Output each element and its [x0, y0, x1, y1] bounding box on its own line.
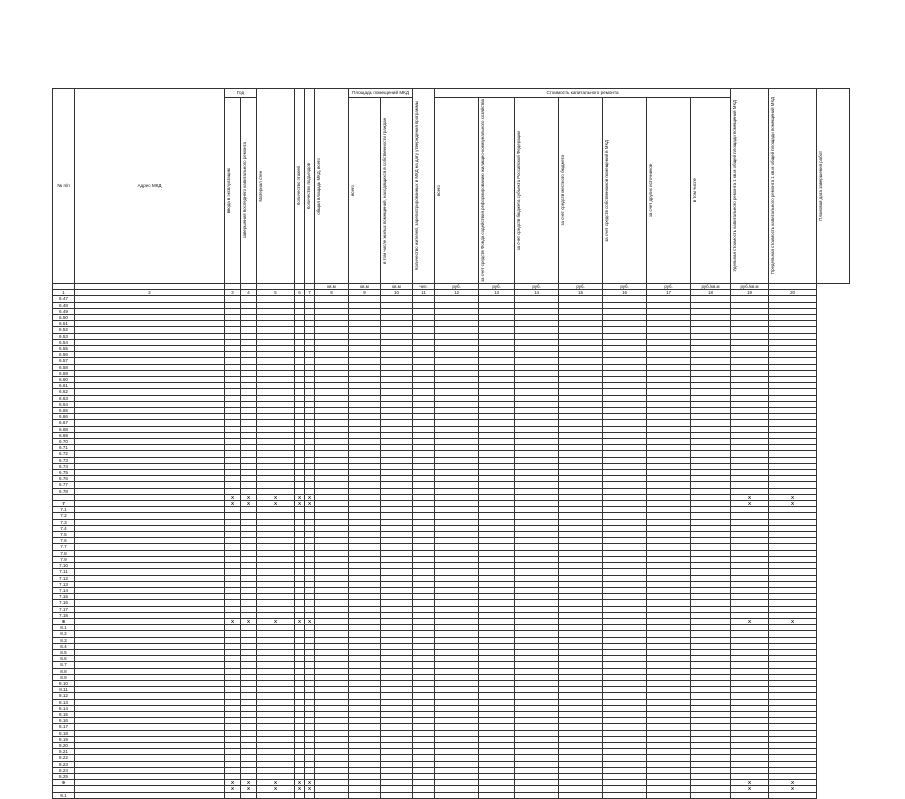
row-number-cell: 8.24 [53, 767, 75, 773]
column-number-cell: 16 [603, 290, 647, 296]
header-year: Год [225, 89, 257, 98]
value-cell [381, 792, 413, 798]
value-cell: X [295, 780, 305, 786]
row-number-cell: 8.21 [53, 749, 75, 755]
row-number-cell: 6.47 [53, 296, 75, 302]
capital-repair-table [52, 88, 850, 799]
row-number-cell: 7.14 [53, 587, 75, 593]
value-cell: X [241, 780, 257, 786]
row-number-cell: 7.7 [53, 544, 75, 550]
value-cell: X [769, 618, 817, 624]
row-number-cell: 6.60 [53, 377, 75, 383]
unit-cell: руб./кв.м [691, 283, 731, 289]
value-cell: X [305, 494, 315, 500]
value-cell: X [257, 494, 295, 500]
value-cell [731, 792, 769, 798]
value-cell [257, 792, 295, 798]
value-cell: X [225, 494, 241, 500]
value-cell [435, 792, 479, 798]
value-cell [225, 792, 241, 798]
column-number-cell: 12 [435, 290, 479, 296]
row-number-cell: 7.16 [53, 600, 75, 606]
value-cell: X [731, 501, 769, 507]
value-cell: X [225, 618, 241, 624]
header-year-commission: ввода в эксплуатацию [226, 167, 231, 214]
value-cell [515, 792, 559, 798]
value-cell [769, 792, 817, 798]
row-number-cell: 8.6 [53, 656, 75, 662]
value-cell: X [769, 494, 817, 500]
row-number-cell: 6.61 [53, 383, 75, 389]
value-cell [691, 792, 731, 798]
row-number-cell: 6.75 [53, 470, 75, 476]
header-area-total: общая площадь МКД, всего [316, 157, 322, 215]
row-number-cell: 7.3 [53, 519, 75, 525]
column-number-cell: 3 [225, 290, 241, 296]
header-cost-fund: за счет средств Фонда содействия реформированию жилищно-коммунального хозяйства [480, 99, 486, 282]
row-number-cell: 7.15 [53, 594, 75, 600]
unit-cell: кв.м [349, 283, 381, 289]
unit-cell: руб. [559, 283, 603, 289]
value-cell [295, 792, 305, 798]
row-number-cell: 6.50 [53, 314, 75, 320]
column-number-cell: 2 [75, 290, 225, 296]
column-number-cell: 13 [479, 290, 515, 296]
address-cell [75, 792, 225, 798]
row-number-cell: 9 [53, 780, 75, 786]
row-number-cell: 6.55 [53, 345, 75, 351]
row-number-cell: 7.1 [53, 507, 75, 513]
value-cell [603, 792, 647, 798]
row-number-cell: 7.5 [53, 532, 75, 538]
header-no: № п/п [53, 89, 75, 284]
value-cell: X [769, 501, 817, 507]
value-cell: X [769, 786, 817, 792]
column-number-cell: 1 [53, 290, 75, 296]
row-number-cell: 8.13 [53, 699, 75, 705]
unit-cell: руб. [647, 283, 691, 289]
row-number-cell: 6.76 [53, 476, 75, 482]
row-number-cell: 8.4 [53, 643, 75, 649]
row-number-cell: 8.1 [53, 625, 75, 631]
value-cell: X [295, 786, 305, 792]
row-number-cell: 8.19 [53, 736, 75, 742]
column-number-cell: 18 [691, 290, 731, 296]
row-number-cell: 6.72 [53, 451, 75, 457]
row-number-cell: 6.73 [53, 457, 75, 463]
row-number-cell: 6.65 [53, 408, 75, 414]
header-cost-other: за счет других источников [648, 163, 654, 218]
unit-cell: руб. [479, 283, 515, 289]
value-cell: X [295, 494, 305, 500]
value-cell [305, 792, 315, 798]
row-number-cell: 8.10 [53, 680, 75, 686]
row-number-cell: 6.78 [53, 488, 75, 494]
value-cell: X [731, 618, 769, 624]
value-cell [647, 792, 691, 798]
header-unit-cost: Удельная стоимость капитального ремонта 1 кв.м общей площади помещений МКД [732, 100, 738, 272]
unit-cell: руб. [515, 283, 559, 289]
row-number-cell: 6.62 [53, 389, 75, 395]
row-number-cell: 8.11 [53, 687, 75, 693]
header-area-citizen: в том числе жилых помещений, находящихся в собственности граждан [382, 117, 388, 264]
row-number-cell: 9.1 [53, 792, 75, 798]
value-cell: X [769, 780, 817, 786]
row-number-cell: 6.71 [53, 445, 75, 451]
row-number-cell: 8.7 [53, 662, 75, 668]
row-number-cell: 7.2 [53, 513, 75, 519]
row-number-cell: 8.23 [53, 761, 75, 767]
row-number-cell: 7.11 [53, 569, 75, 575]
unit-cell: руб. [435, 283, 479, 289]
row-number-cell: 7.4 [53, 525, 75, 531]
value-cell: X [305, 780, 315, 786]
row-number-cell: 6.49 [53, 308, 75, 314]
value-cell: X [295, 501, 305, 507]
row-number-cell: 6.57 [53, 358, 75, 364]
table-body [53, 296, 850, 798]
unit-cell: руб. [603, 283, 647, 289]
row-number-cell: 6.77 [53, 482, 75, 488]
row-number-cell: 8.12 [53, 693, 75, 699]
header-floors: Количество этажей [296, 166, 302, 206]
column-number-cell: 14 [515, 290, 559, 296]
header-cost-owners: за счет средств собственников помещений в МКД [604, 139, 610, 242]
row-number-cell: 6.53 [53, 333, 75, 339]
row-number-cell: 8.8 [53, 668, 75, 674]
header-limit-cost: Предельная стоимость капитального ремонта 1 кв.м общей площади помещений МКД [770, 97, 776, 275]
header-area-all: всего [350, 185, 356, 196]
unit-cell: руб./кв.м [731, 283, 769, 289]
row-number-cell: 6.52 [53, 327, 75, 333]
row-number-cell: 8.3 [53, 637, 75, 643]
row-number-cell: 6.58 [53, 364, 75, 370]
column-number-cell: 4 [241, 290, 257, 296]
row-number-cell: 6.56 [53, 352, 75, 358]
row-number-cell: 7.12 [53, 575, 75, 581]
column-number-cell: 11 [413, 290, 435, 296]
row-number-cell: 8.9 [53, 674, 75, 680]
row-number-cell: 6.59 [53, 370, 75, 376]
row-number-cell: 7.8 [53, 550, 75, 556]
column-number-cell: 19 [731, 290, 769, 296]
row-number-cell: 6.48 [53, 302, 75, 308]
value-cell: X [257, 786, 295, 792]
row-number-cell: 6.64 [53, 401, 75, 407]
value-cell: X [241, 501, 257, 507]
header-row-1 [53, 89, 850, 98]
value-cell: X [257, 780, 295, 786]
row-number-cell: 6.51 [53, 321, 75, 327]
unit-cell: чел. [413, 283, 435, 289]
value-cell: X [257, 501, 295, 507]
header-material: Материал стен [258, 170, 264, 202]
value-cell: X [241, 786, 257, 792]
row-number-cell: 6.54 [53, 339, 75, 345]
row-number-cell: 8.14 [53, 705, 75, 711]
row-number-cell: 8.2 [53, 631, 75, 637]
value-cell [349, 792, 381, 798]
row-number-cell: 7.13 [53, 581, 75, 587]
value-cell [315, 792, 349, 798]
value-cell: X [731, 494, 769, 500]
row-number-cell: 8.22 [53, 755, 75, 761]
header-residents: Количество жителей, зарегистрированных в МКД на дату утверждения программы [414, 101, 420, 271]
row-number-cell: 8.25 [53, 774, 75, 780]
column-number-cell: 8 [315, 290, 349, 296]
header-cost-total: всего [436, 185, 442, 196]
value-cell: X [225, 786, 241, 792]
row-number-cell: 6.74 [53, 463, 75, 469]
capital-repair-table-sheet [52, 88, 850, 799]
header-cost-budget-subject: за счет средств бюджета субъекта Российской Федерации [516, 130, 522, 251]
value-cell: X [295, 618, 305, 624]
value-cell: X [305, 618, 315, 624]
column-number-cell: 9 [349, 290, 381, 296]
row-number-cell: 8.16 [53, 718, 75, 724]
row-number-cell: 7.9 [53, 556, 75, 562]
row-number-cell: 6.69 [53, 432, 75, 438]
value-cell [479, 792, 515, 798]
value-cell [241, 792, 257, 798]
row-number-cell: 7.18 [53, 612, 75, 618]
header-plan-date: Плановая дата завершения работ [818, 151, 824, 221]
header-cost-group: Стоимость капитального ремонта [435, 89, 731, 98]
value-cell: X [257, 618, 295, 624]
row-number-cell: 8.5 [53, 649, 75, 655]
row-number-cell: 8.20 [53, 742, 75, 748]
row-number-cell: 8 [53, 618, 75, 624]
row-number-cell: 6.66 [53, 414, 75, 420]
value-cell: X [731, 786, 769, 792]
header-entrances: Количество подъездов [306, 162, 312, 210]
value-cell: X [225, 501, 241, 507]
value-cell: X [241, 494, 257, 500]
row-number-cell: 7.10 [53, 563, 75, 569]
row-number-cell: 8.18 [53, 730, 75, 736]
value-cell: X [225, 780, 241, 786]
header-year-last-repair: завершения последнего капитального ремонта [242, 142, 247, 239]
column-number-cell: 7 [305, 290, 315, 296]
unit-cell: кв.м [381, 283, 413, 289]
row-number-cell: 6.67 [53, 420, 75, 426]
header-address: Адрес МКД [75, 89, 225, 284]
row-number-cell: 7 [53, 501, 75, 507]
column-number-cell: 10 [381, 290, 413, 296]
table-row [53, 792, 850, 798]
column-number-cell: 20 [769, 290, 817, 296]
row-number-cell: 6.70 [53, 439, 75, 445]
column-number-cell: 17 [647, 290, 691, 296]
value-cell: X [731, 780, 769, 786]
column-number-cell: 5 [257, 290, 295, 296]
value-cell: X [241, 618, 257, 624]
column-number-cell: 6 [295, 290, 305, 296]
row-number-cell: 7.6 [53, 538, 75, 544]
value-cell [559, 792, 603, 798]
row-number-cell: 6.63 [53, 395, 75, 401]
row-number-cell: 7.17 [53, 606, 75, 612]
value-cell: X [305, 501, 315, 507]
header-area-group: Площадь помещений МКД [349, 89, 413, 98]
row-number-cell: 6.68 [53, 426, 75, 432]
value-cell [413, 792, 435, 798]
column-number-cell: 15 [559, 290, 603, 296]
header-cost-budget-local: за счет средств местного бюджета [560, 155, 566, 226]
row-number-cell: 8.15 [53, 711, 75, 717]
value-cell: X [305, 786, 315, 792]
row-number-cell: 8.17 [53, 724, 75, 730]
unit-cell: кв.м [315, 283, 349, 289]
header-cost-including: в том числе [692, 178, 698, 203]
